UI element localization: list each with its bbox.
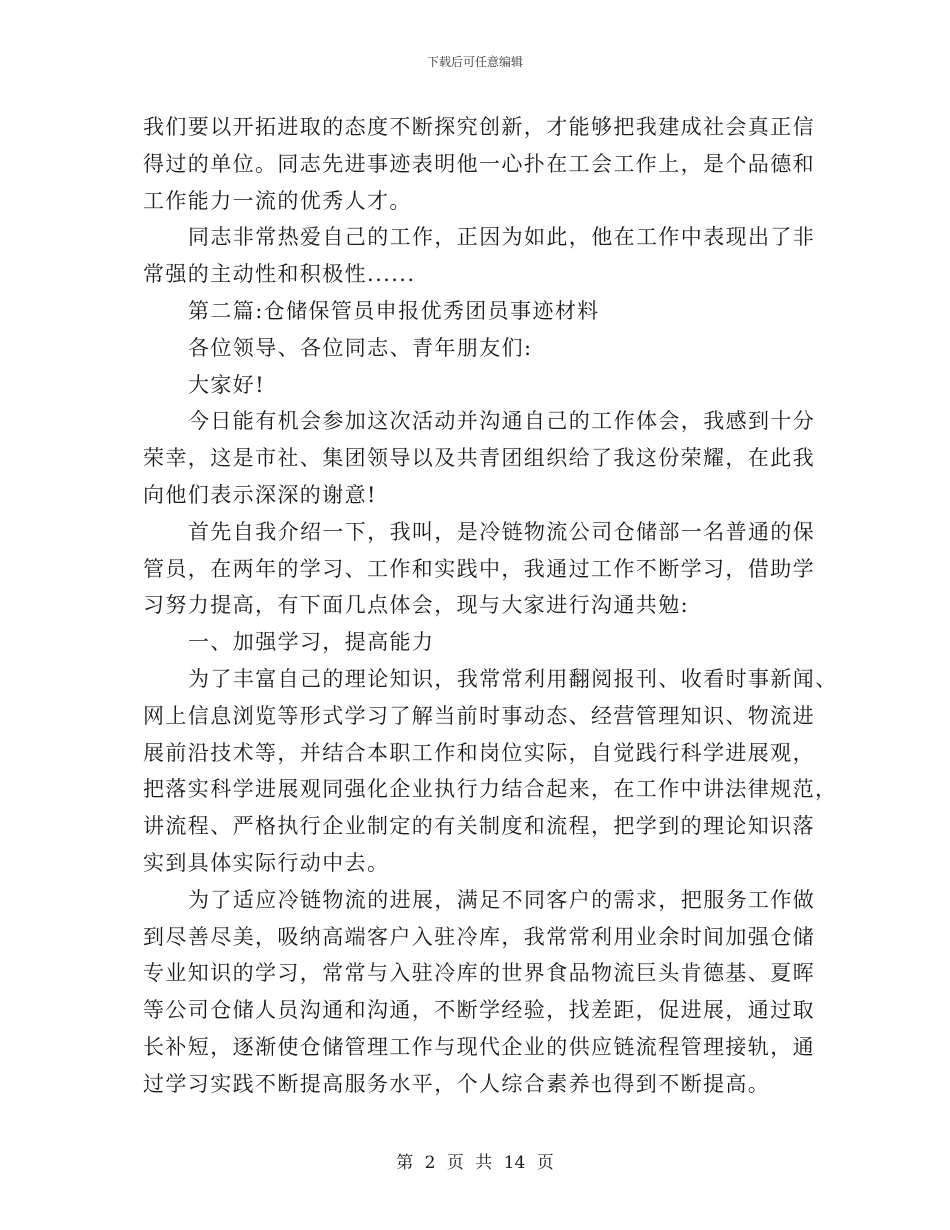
document-body (143, 109, 838, 1103)
page-header: 下载后可任意编辑 (426, 55, 523, 69)
text-line: 荣幸，这是市社、集团领导以及共青团组织给了我这份荣耀，在此我 (143, 446, 815, 471)
text-line: 常强的主动性和积极性...... (143, 262, 416, 287)
text-line: 网上信息浏览等形式学习了解当前时事动态、经营管理知识、物流进 (143, 703, 815, 728)
text-line: 我们要以开拓进取的态度不断探究创新，才能够把我建成社会真正信 (143, 115, 815, 139)
text-line: 为了适应冷链物流的进展，满足不同客户的需求，把服务工作做 (188, 887, 816, 912)
text-line: 等公司仓储人员沟通和沟通，不断学经验，找差距，促进展，通过取 (143, 998, 815, 1023)
text-line: 第二篇:仓储保管员申报优秀团员事迹材料 (188, 298, 600, 323)
text-line: 专业知识的学习，常常与入驻冷库的世界食品物流巨头肯德基、夏晖 (143, 961, 815, 986)
text-line: 习努力提高，有下面几点体会，现与大家进行沟通共勉: (143, 593, 690, 618)
text-line: 讲流程、严格执行企业制定的有关制度和流程，把学到的理论知识落 (143, 814, 815, 839)
text-line: 首先自我介绍一下，我叫，是冷链物流公司仓储部一名普通的保 (188, 519, 816, 544)
text-line: 实到具体实际行动中去。 (143, 850, 390, 875)
text-line: 把落实科学进展观同强化企业执行力结合起来，在工作中讲法律规范， (143, 777, 838, 802)
text-line: 到尽善尽美，吸纳高端客户入驻冷库，我常常利用业余时间加强仓储 (143, 924, 815, 949)
text-line: 今日能有机会参加这次活动并沟通自己的工作体会，我感到十分 (188, 409, 816, 434)
text-line: 各位领导、各位同志、青年朋友们: (188, 335, 533, 360)
text-line: 管员，在两年的学习、工作和实践中，我通过工作不断学习，借助学 (143, 556, 815, 581)
text-line: 长补短，逐渐使仓储管理工作与现代企业的供应链流程管理接轨，通 (143, 1034, 815, 1059)
text-line: 同志非常热爱自己的工作，正因为如此，他在工作中表现出了非 (188, 225, 816, 250)
text-line: 为了丰富自己的理论知识，我常常利用翻阅报刊、收看时事新闻、 (188, 666, 838, 691)
text-line: 展前沿技术等，并结合本职工作和岗位实际，自觉践行科学进展观， (143, 740, 815, 765)
text-line: 大家好! (188, 372, 266, 397)
text-line: 向他们表示深深的谢意! (143, 482, 377, 507)
text-line: 工作能力一流的优秀人才。 (143, 188, 412, 213)
text-line: 过学习实践不断提高服务水平，个人综合素养也得到不断提高。 (143, 1071, 771, 1096)
text-line: 得过的单位。同志先进事迹表明他一心扑在工会工作上，是个品德和 (143, 151, 815, 176)
page-number-footer: 第 2 页 共 14 页 (396, 1153, 554, 1173)
text-line: 一、加强学习，提高能力 (188, 630, 435, 655)
